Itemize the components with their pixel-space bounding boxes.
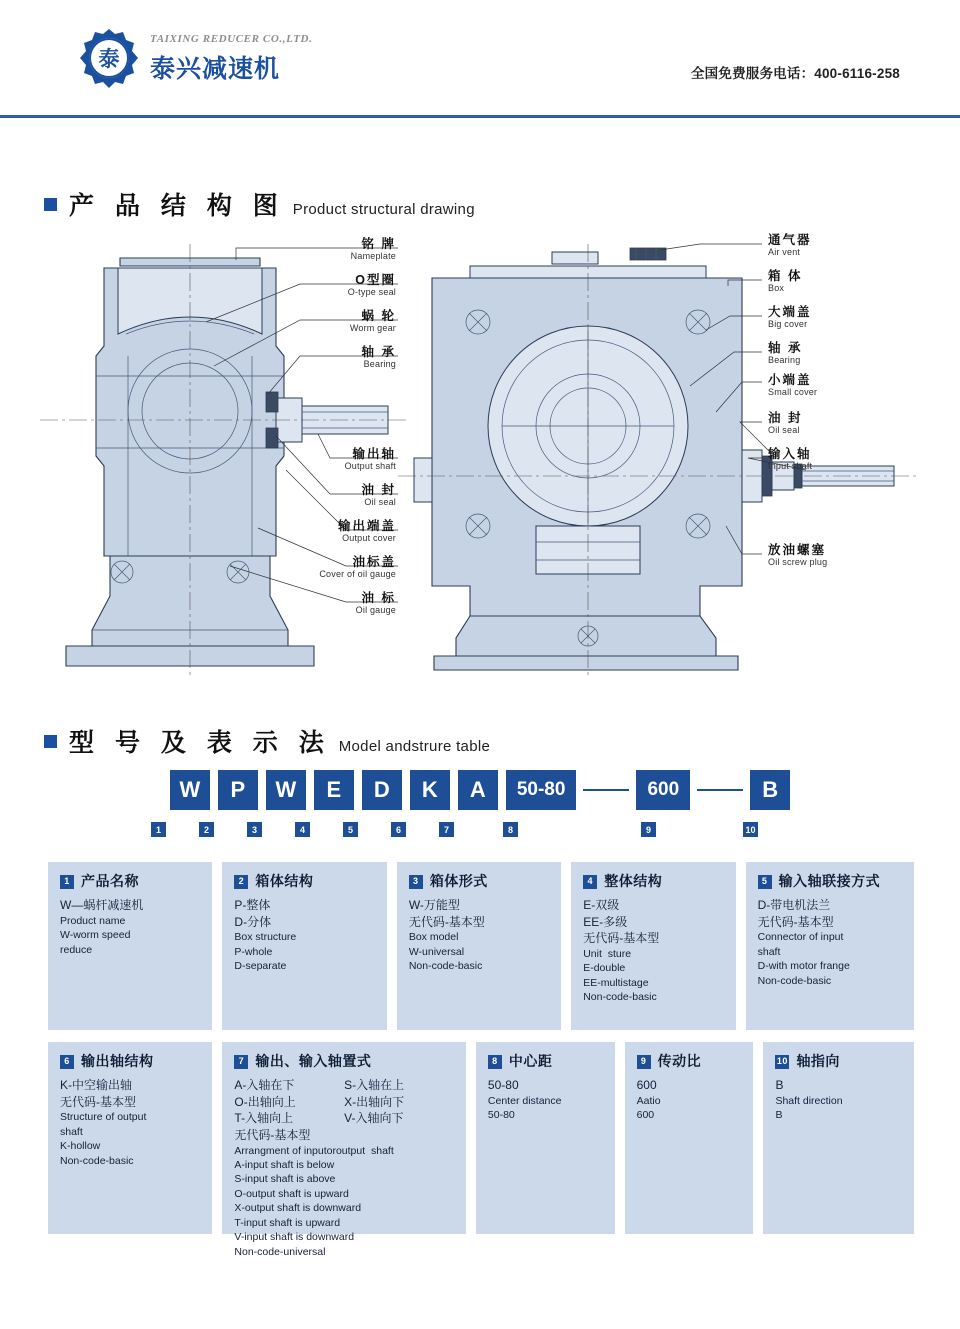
- legend-4-line-4: Unit sture: [583, 947, 632, 960]
- code-box-center-distance: 50-80: [506, 770, 577, 810]
- legend-7-en-4: O-output shaft is upward: [234, 1187, 349, 1200]
- legend-4-line-3: 无代码-基本型: [583, 931, 660, 946]
- legend-4-line-2: EE-多级: [583, 914, 628, 929]
- legend-8-line-1: 50-80: [487, 1078, 519, 1093]
- code-box-4: E: [314, 770, 354, 810]
- legend-5-line-5: D-with motor frange: [757, 960, 850, 973]
- legend-tag-9: 9: [637, 1055, 651, 1069]
- section-title-en: Product structural drawing: [292, 201, 475, 218]
- label-big-cover: 大端盖 Big cover: [768, 305, 812, 330]
- legend-tag-2: 2: [234, 875, 248, 889]
- label-output-cover: 输出端盖 Output cover: [337, 519, 396, 544]
- legend-title-9: 传动比: [657, 1053, 702, 1069]
- legend-title-2: 箱体结构: [255, 873, 314, 889]
- code-index-3: 3: [247, 822, 262, 837]
- code-box-5: D: [362, 770, 402, 810]
- label-nameplate: 铭 牌 Nameplate: [350, 237, 396, 262]
- label-oil-gauge: 油 标 Oil gauge: [355, 591, 396, 616]
- legend-2-line-1: P-整体: [234, 898, 271, 913]
- legend-tag-8: 8: [488, 1055, 502, 1069]
- legend-7-en-1: Arrangment of inputoroutput shaft: [234, 1144, 394, 1157]
- legend-7-left-3: T-入轴向上: [234, 1111, 294, 1126]
- legend-1-line-1: W—蜗杆减速机: [60, 898, 144, 913]
- legend-title-3: 箱体形式: [429, 873, 488, 889]
- legend-3-line-4: W-universal: [408, 945, 465, 958]
- code-index-10: 10: [743, 822, 758, 837]
- legend-2-line-5: D-separate: [234, 960, 287, 973]
- code-index-9: 9: [641, 822, 656, 837]
- legend-3-line-2: 无代码-基本型: [408, 914, 485, 929]
- code-box-3: W: [266, 770, 306, 810]
- label-oil-seal-right: 油 封 Oil seal: [768, 411, 803, 436]
- gear-logo-icon: [78, 28, 140, 90]
- code-dash-1: [583, 789, 629, 791]
- legend-4-line-7: Non-code-basic: [583, 991, 657, 1004]
- legend-8-line-2: Center distance: [487, 1094, 562, 1107]
- legend-6-line-1: K-中空输出轴: [60, 1078, 133, 1093]
- label-output-shaft: 输出轴 Output shaft: [344, 447, 396, 472]
- legend-1-line-3: W-worm speed: [60, 929, 131, 942]
- page-header: [0, 0, 960, 118]
- legend-5-line-6: Non-code-basic: [757, 974, 832, 987]
- code-index-8: 8: [503, 822, 518, 837]
- legend-9-line-3: 600: [636, 1109, 655, 1122]
- code-box-ratio: 600: [636, 770, 690, 810]
- legend-row-2: [48, 1042, 914, 1258]
- legend-4-line-5: E-double: [583, 962, 626, 975]
- legend-6-line-6: Non-code-basic: [60, 1154, 134, 1167]
- legend-6-line-5: K-hollow: [60, 1140, 101, 1153]
- model-code-row: [0, 770, 960, 810]
- legend-7-en-3: S-input shaft is above: [234, 1173, 336, 1186]
- section-heading-model-table: [44, 723, 490, 759]
- legend-1-line-2: Product name: [60, 914, 126, 927]
- legend-panel-7: [222, 1042, 466, 1258]
- legend-panel-9: [625, 1042, 754, 1234]
- model-code-index-row: [0, 822, 960, 840]
- legend-5-line-3: Connector of input: [757, 931, 844, 944]
- logo-english-text: TAIXING REDUCER CO.,LTD.: [150, 33, 313, 45]
- legend-panel-4: [571, 862, 735, 1030]
- legend-7-en-6: T-input shaft is upward: [234, 1216, 341, 1229]
- legend-panel-3: [397, 862, 561, 1030]
- code-dash-2: [697, 789, 743, 791]
- section2-title-cn: 型 号 及 表 示 法: [69, 729, 331, 757]
- code-index-2: 2: [199, 822, 214, 837]
- legend-5-line-1: D-带电机法兰: [757, 898, 831, 913]
- legend-tag-6: 6: [60, 1055, 74, 1069]
- label-oil-gauge-cover: 油标盖 Cover of oil gauge: [319, 555, 396, 580]
- legend-4-line-6: EE-multistage: [583, 976, 649, 989]
- legend-tag-7: 7: [234, 1055, 248, 1069]
- label-bearing-right: 轴 承 Bearing: [768, 341, 803, 366]
- legend-7-right-3: V-入轴向下: [344, 1111, 404, 1126]
- legend-panel-6: [48, 1042, 212, 1234]
- legend-panel-2: [222, 862, 386, 1030]
- legend-tag-5: 5: [758, 875, 772, 889]
- service-hotline: 全国免费服务电话：400-6116-258: [690, 66, 900, 81]
- code-box-7: A: [458, 770, 498, 810]
- legend-7-right-2: X-出轴向下: [344, 1094, 405, 1109]
- legend-title-4: 整体结构: [604, 873, 663, 889]
- legend-10-line-2: Shaft direction: [775, 1094, 843, 1107]
- code-box-1: W: [170, 770, 210, 810]
- label-air-vent: 通气器 Air vent: [768, 233, 812, 258]
- label-box: 箱 体 Box: [768, 269, 803, 294]
- legend-panel-5: [746, 862, 914, 1030]
- legend-9-line-1: 600: [636, 1078, 657, 1093]
- product-structural-drawing: [0, 226, 960, 686]
- legend-2-line-3: Box structure: [234, 931, 297, 944]
- legend-title-10: 轴指向: [796, 1053, 840, 1069]
- legend-9-line-2: Aatio: [636, 1094, 661, 1107]
- legend-8-line-3: 50-80: [487, 1109, 515, 1122]
- legend-7-en-7: V-input shaft is downward: [234, 1231, 355, 1244]
- code-index-1: 1: [151, 822, 166, 837]
- legend-6-line-3: Structure of output: [60, 1111, 147, 1124]
- legend-row-1: [48, 862, 914, 1030]
- code-index-7: 7: [439, 822, 454, 837]
- legend-7-left-1: A-入轴在下: [234, 1078, 295, 1093]
- legend-tag-3: 3: [409, 875, 423, 889]
- label-bearing-left: 轴 承 Bearing: [361, 345, 396, 370]
- code-index-6: 6: [391, 822, 406, 837]
- section2-title-en: Model andstrure table: [338, 738, 491, 755]
- code-box-6: K: [410, 770, 450, 810]
- legend-1-line-4: reduce: [60, 943, 93, 956]
- label-o-type-seal: O型圈 O-type seal: [347, 273, 396, 298]
- label-input-shaft: 输入轴 Input shaft: [768, 447, 813, 472]
- code-index-4: 4: [295, 822, 310, 837]
- legend-10-line-1: B: [775, 1078, 784, 1093]
- code-box-direction: B: [750, 770, 790, 810]
- legend-10-line-3: B: [775, 1109, 783, 1122]
- svg-text:泰: 泰: [98, 47, 120, 71]
- legend-7-left-4: 无代码-基本型: [234, 1127, 311, 1142]
- legend-panels: [48, 862, 914, 1258]
- legend-7-left-2: O-出轴向上: [234, 1094, 296, 1109]
- legend-2-line-4: P-whole: [234, 945, 273, 958]
- legend-panel-1: [48, 862, 212, 1030]
- legend-7-right-1: S-入轴在上: [344, 1078, 405, 1093]
- legend-7-en-8: Non-code-universal: [234, 1245, 326, 1258]
- code-index-5: 5: [343, 822, 358, 837]
- legend-tag-4: 4: [583, 875, 597, 889]
- legend-title-5: 输入轴联接方式: [778, 873, 881, 889]
- legend-3-line-3: Box model: [408, 931, 459, 944]
- legend-3-line-5: Non-code-basic: [408, 960, 483, 973]
- logo-chinese-text: 泰兴减速机: [150, 55, 281, 83]
- code-box-2: P: [218, 770, 258, 810]
- legend-5-line-4: shaft: [757, 945, 781, 958]
- label-oil-screw-plug: 放油螺塞 Oil screw plug: [768, 543, 828, 568]
- legend-6-line-2: 无代码-基本型: [60, 1094, 136, 1109]
- bullet-square-icon: [44, 198, 57, 211]
- section-title-cn: 产 品 结 构 图: [69, 192, 285, 220]
- label-small-cover: 小端盖 Small cover: [768, 373, 818, 398]
- bullet-square-icon-2: [44, 735, 57, 748]
- legend-7-en-5: X-output shaft is downward: [234, 1202, 362, 1215]
- legend-tag-1: 1: [60, 875, 74, 889]
- legend-3-line-1: W-万能型: [408, 898, 460, 913]
- legend-7-en-2: A-input shaft is below: [234, 1158, 335, 1171]
- legend-title-6: 输出轴结构: [81, 1053, 154, 1069]
- legend-title-8: 中心距: [508, 1053, 553, 1069]
- section-heading-product-structure: [44, 186, 475, 222]
- label-oil-seal-left: 油 封 Oil seal: [361, 483, 396, 508]
- legend-tag-10: 10: [775, 1055, 789, 1069]
- legend-title-1: 产品名称: [81, 873, 139, 889]
- label-worm-gear: 蜗 轮 Worm gear: [349, 309, 396, 334]
- legend-2-line-2: D-分体: [234, 914, 272, 929]
- legend-panel-8: [476, 1042, 615, 1234]
- legend-panel-10: [763, 1042, 914, 1234]
- brand-logo: [78, 28, 312, 90]
- legend-title-7: 输出、输入轴置式: [255, 1053, 372, 1069]
- legend-6-line-4: shaft: [60, 1125, 83, 1138]
- legend-5-line-2: 无代码-基本型: [757, 914, 834, 929]
- legend-4-line-1: E-双级: [583, 898, 620, 913]
